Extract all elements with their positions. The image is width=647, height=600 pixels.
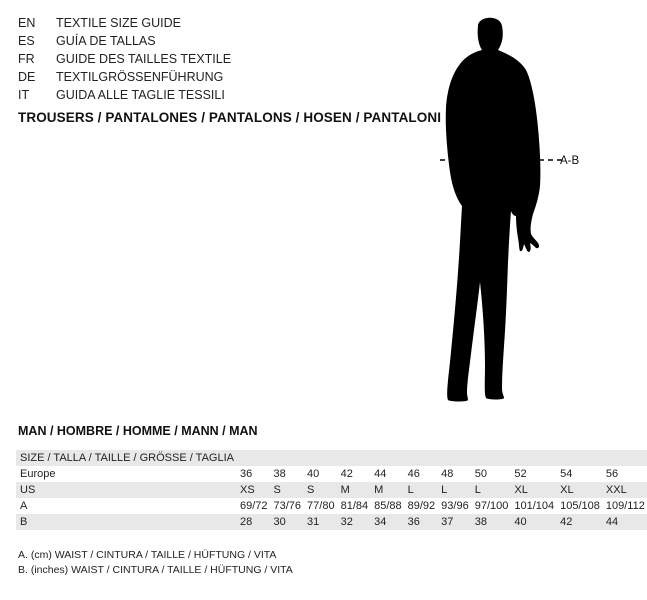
cell: L <box>471 482 511 498</box>
language-text: GUIDE DES TAILLES TEXTILE <box>56 52 232 66</box>
cell: 81/84 <box>340 500 369 512</box>
row-label: US <box>16 482 236 498</box>
language-code: DE <box>18 70 36 84</box>
cell: S <box>270 482 304 498</box>
footnote-a: A. (cm) WAIST / CINTURA / TAILLE / HÜFTUNG / VITA <box>18 549 277 561</box>
size-table <box>16 450 647 530</box>
language-text: GUÍA DE TALLAS <box>56 34 156 48</box>
cell: S <box>303 482 337 498</box>
cell: L <box>404 482 438 498</box>
cell: M <box>370 482 404 498</box>
cell <box>404 450 438 466</box>
cell <box>370 450 404 466</box>
row-label: A <box>20 500 28 512</box>
language-code: FR <box>18 52 35 66</box>
cell: 56 <box>605 468 619 480</box>
cell <box>337 450 371 466</box>
cell: 30 <box>270 514 304 530</box>
language-row <box>18 32 348 50</box>
table-row <box>16 482 647 498</box>
cell: 36 <box>404 514 438 530</box>
cell: 50 <box>474 468 487 480</box>
row-label: Europe <box>20 468 56 480</box>
table-row <box>16 450 647 466</box>
cell: XL <box>556 482 602 498</box>
cell: 40 <box>307 468 320 480</box>
cell <box>303 450 337 466</box>
cell: 38 <box>273 468 286 480</box>
cell: 85/88 <box>374 500 402 512</box>
cell <box>437 450 471 466</box>
row-label: B <box>16 514 236 530</box>
cell: 36 <box>239 468 253 480</box>
cell: 46 <box>407 468 420 480</box>
cell: 73/76 <box>273 500 302 512</box>
cell: 28 <box>236 514 270 530</box>
language-row <box>18 14 348 32</box>
language-code: EN <box>18 16 36 30</box>
cell: 77/80 <box>307 500 335 512</box>
cell: M <box>337 482 371 498</box>
cell: 31 <box>303 514 337 530</box>
cell: 32 <box>337 514 371 530</box>
cell <box>471 450 511 466</box>
cell: XXL <box>602 482 647 498</box>
cell: 44 <box>602 514 647 530</box>
cell: 97/100 <box>474 500 509 512</box>
cell: 34 <box>370 514 404 530</box>
language-row <box>18 86 348 104</box>
row-label: SIZE / TALLA / TAILLE / GRÖSSE / TAGLIA <box>16 450 236 466</box>
measure-label-ab: A-B <box>560 155 580 167</box>
cell: 109/112 <box>605 500 645 512</box>
language-row <box>18 68 348 86</box>
language-list <box>18 14 348 104</box>
cell: 89/92 <box>407 500 436 512</box>
male-figure-illustration <box>390 10 590 410</box>
cell: 38 <box>471 514 511 530</box>
cell: 69/72 <box>239 500 268 512</box>
cell: 44 <box>374 468 387 480</box>
cell <box>556 450 602 466</box>
cell: 54 <box>560 468 573 480</box>
language-code: ES <box>18 34 35 48</box>
cell: XL <box>510 482 556 498</box>
cell: 105/108 <box>560 500 600 512</box>
language-text: TEXTILGRÖSSENFÜHRUNG <box>56 70 224 84</box>
table-section-header: MAN / HOMBRE / HOMME / MANN / MAN <box>18 424 258 438</box>
language-row <box>18 50 348 68</box>
language-text: GUIDA ALLE TAGLIE TESSILI <box>56 88 225 102</box>
table-row <box>16 498 647 514</box>
language-text: TEXTILE SIZE GUIDE <box>56 16 182 30</box>
cell: 93/96 <box>441 500 469 512</box>
cell: XS <box>236 482 270 498</box>
silhouette-icon <box>390 10 590 410</box>
language-code: IT <box>18 88 30 102</box>
cell <box>236 450 270 466</box>
cell <box>602 450 647 466</box>
cell: 37 <box>437 514 471 530</box>
cell: 40 <box>510 514 556 530</box>
table-row <box>16 466 647 482</box>
table-row <box>16 514 647 530</box>
cell: 52 <box>514 468 527 480</box>
cell <box>270 450 304 466</box>
cell: 42 <box>340 468 353 480</box>
cell: 101/104 <box>514 500 555 512</box>
cell: L <box>437 482 471 498</box>
footnote-b: B. (inches) WAIST / CINTURA / TAILLE / HÜFTUNG / VITA <box>18 564 293 576</box>
cell: 48 <box>441 468 454 480</box>
footnotes <box>18 548 293 578</box>
section-title: TROUSERS / PANTALONES / PANTALONS / HOSEN / PANTALONI <box>18 110 442 125</box>
cell: 42 <box>556 514 602 530</box>
cell <box>510 450 556 466</box>
